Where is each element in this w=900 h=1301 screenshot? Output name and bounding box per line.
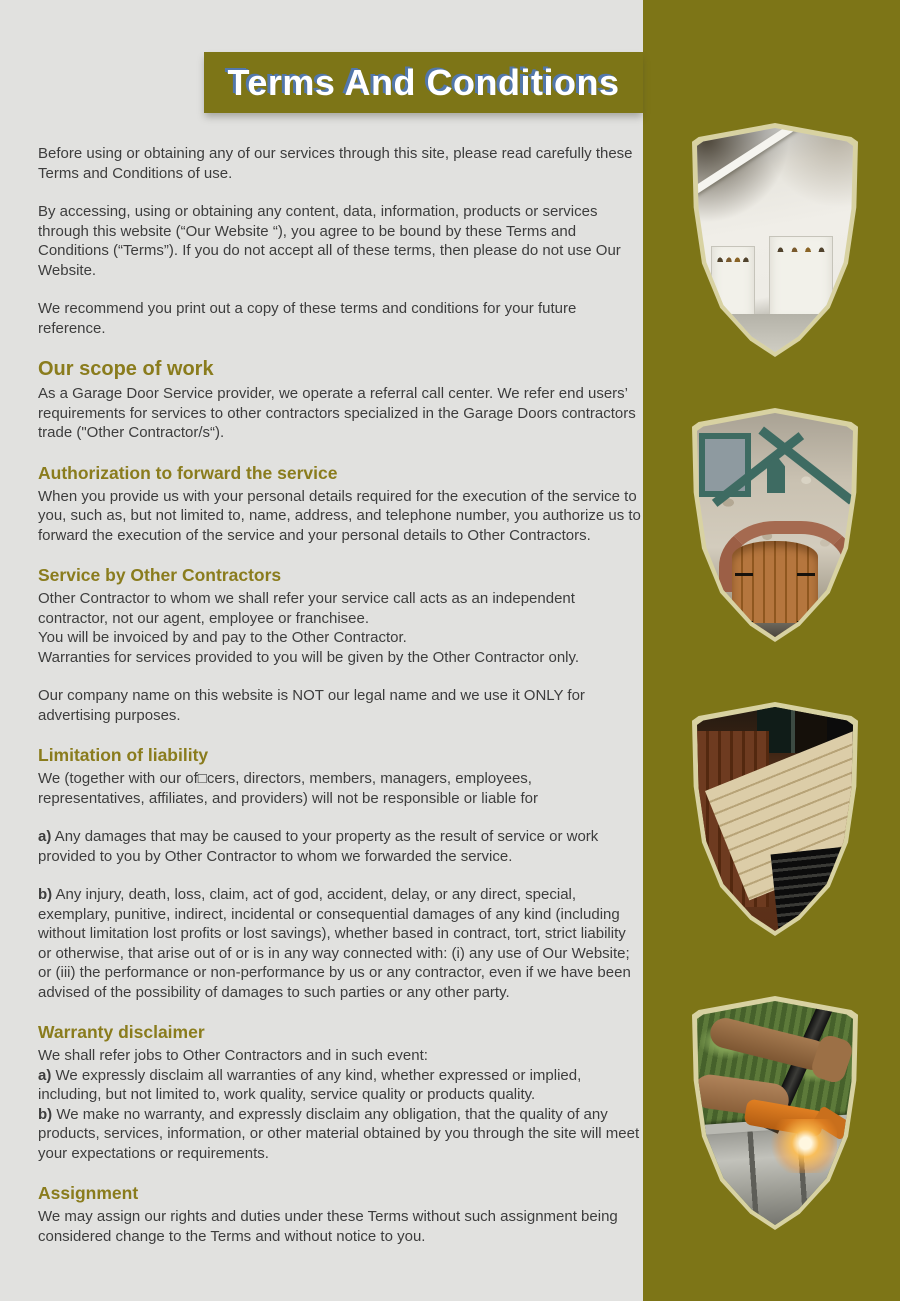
photo2-hinge [735,621,753,624]
item-b-label: b) [38,886,53,903]
photo1-driveway [697,314,853,352]
item-a-label: a) [38,828,52,845]
item-a-label: a) [38,1066,52,1084]
photo2-hinge [797,573,815,576]
photo2-ground [697,623,853,637]
liability-item-a [38,827,642,866]
terms-content [38,144,642,1265]
intro-paragraph-2: By accessing, using or obtaining any content, data, information, products or services through this website (“Our Website “), you agree to be bound by these Terms and Conditions (“Terms”). If you do not accept all of these terms, then please do not use Our Website. [38,203,621,279]
warranty-item-b [38,1105,642,1164]
modern-wood-garage-photo [697,707,853,931]
photo2-window [699,433,751,497]
intro-paragraph-3: We recommend you print out a copy of these terms and conditions for your future reference. [38,300,577,337]
scope-body: As a Garage Door Service provider, we operate a referral call center. We refer end users’ requirements for services to other contractors specialized in the Garage Doors contractors trade ("Other Contractor/s“). [38,385,636,441]
photo1-door-windows [716,253,750,262]
liability-item-b [38,885,642,1002]
photo-shield-2 [692,408,858,642]
photo-shield-1 [692,123,858,357]
photo2-hinge [797,621,815,624]
liability-intro: We (together with our of□cers, directors, members, managers, employees, representatives, affiliates, and providers) will not be responsible or liable for [38,770,538,807]
photo-shield-4 [692,996,858,1230]
photo-shield-3 [692,702,858,936]
stone-house-wood-door-photo [697,413,853,637]
item-b-text: Any injury, death, loss, claim, act of god, accident, delay, or any direct, special, exemplary, punitive, indirect, incidental or consequential damages of any kind (including without limitation lost profits or lost savings), whether based in contract, tort, strict liability or otherwise, that arise out of or is in any way connected with: (i) any use of Our Website; or (iii) the performance or non-performance by us or any contractor, even if we have been advised of the possibility of damages to such parties or any other party. [38,886,631,1001]
heading-limitation-of-liability: Limitation of liability [38,745,209,765]
warranty-item-a [38,1066,642,1105]
metal-work-photo [697,1001,853,1225]
service-line-1: Other Contractor to whom we shall refer your service call acts as an independent contractor, not our agent, employee or franchisee. [38,590,575,627]
item-b-text: We make no warranty, and expressly disclaim any obligation, that the quality of any products, services, information, or other material obtained by you through the site will meet your expectations or requirements. [38,1105,640,1162]
warranty-intro: We shall refer jobs to Other Contractors and in such event: [38,1047,428,1064]
service-line-3: Warranties for services provided to you will be given by the Other Contractor only. [38,648,580,666]
photo1-door-windows [774,243,828,252]
heading-service-by-other-contractors: Service by Other Contractors [38,565,282,585]
authorization-body: When you provide us with your personal details required for the execution of the service to you, such as, but not limited to, name, address, and telephone number, you authorize us to forward the execution of the service and your personal details to Other Contractors. [38,487,641,544]
heading-warranty-disclaimer: Warranty disclaimer [38,1022,205,1042]
photo4-sparks [767,1119,837,1173]
photo3-slatted-door [771,844,853,931]
item-a-text: We expressly disclaim all warranties of any kind, whether expressed or implied, including, but not limited to, work quality, service quality or products quality. [38,1066,582,1103]
item-b-label: b) [38,1105,53,1123]
company-name-note: Our company name on this website is NOT our legal name and we use it ONLY for advertising purposes. [38,687,585,724]
title-banner [204,52,643,113]
assignment-body: We may assign our rights and duties under these Terms without such assignment being considered change to the Terms and without notice to you. [38,1208,618,1245]
white-garage-doors-photo [697,128,853,352]
service-line-2: You will be invoiced by and pay to the Other Contractor. [38,629,407,646]
intro-paragraph-1: Before using or obtaining any of our services through this site, please read carefully these Terms and Conditions of use. [38,145,633,182]
heading-scope-of-work: Our scope of work [38,358,214,380]
heading-assignment: Assignment [38,1183,139,1203]
heading-authorization: Authorization to forward the service [38,462,338,483]
page-title: Terms And Conditions [227,61,620,103]
photo2-hinge [735,573,753,576]
item-a-text: Any damages that may be caused to your property as the result of service or work provided to you by Other Contractor to whom we forwarded the service. [38,828,599,865]
sidebar-photo-column [643,0,900,1301]
